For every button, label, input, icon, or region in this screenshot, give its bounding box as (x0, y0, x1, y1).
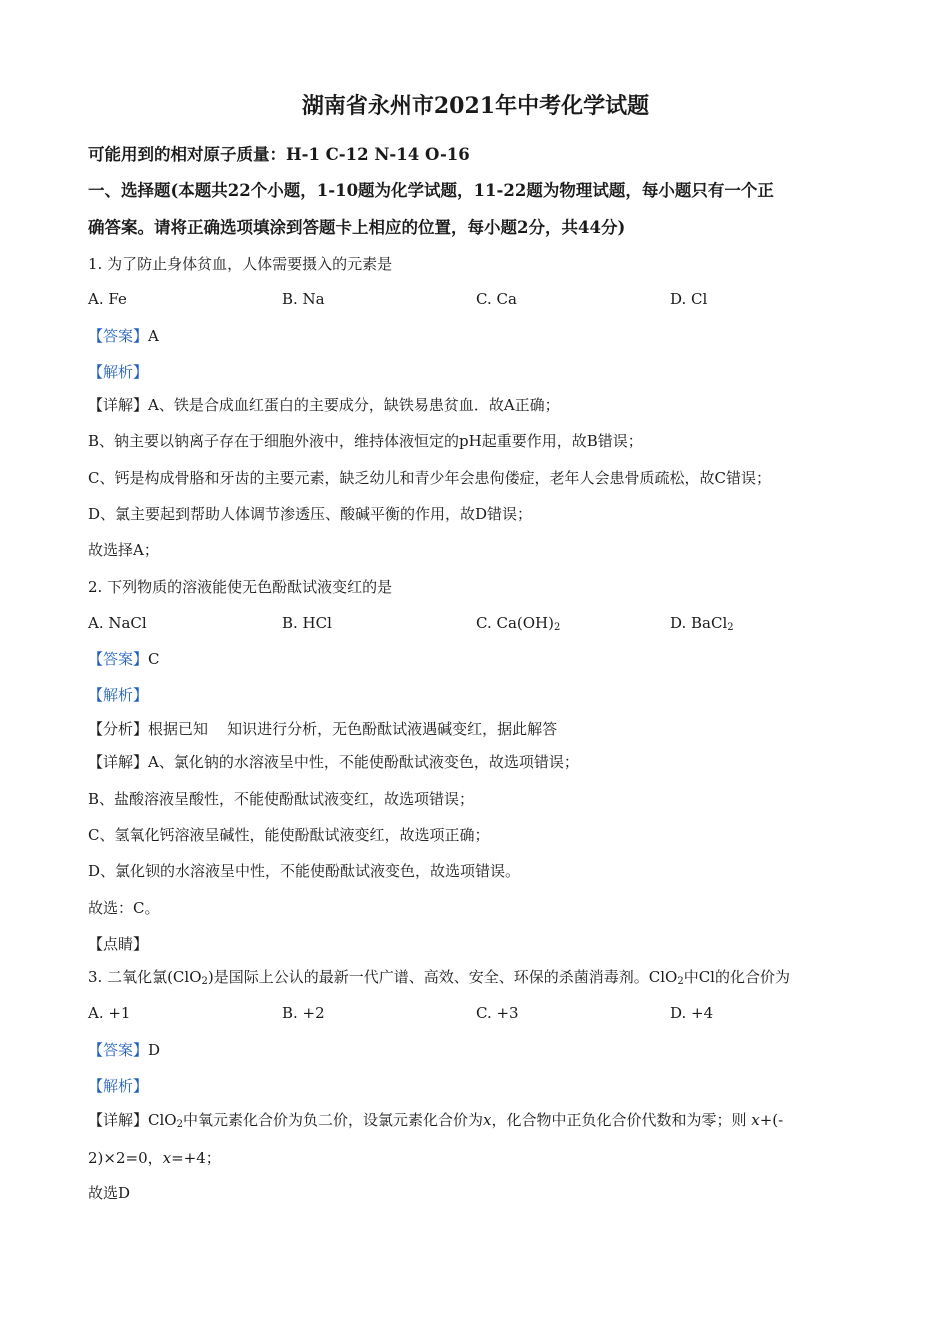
section-heading-line1: 一、选择题(本题共22个小题，1-10题为化学试题，11-22题为物理试题，每小题只有一个正 (88, 181, 774, 200)
q3-answer (88, 1040, 160, 1060)
fenxi-tag: 【分析】 (88, 720, 149, 738)
detail-tag: 【详解】 (88, 753, 149, 771)
q3-detail-line1 (88, 1110, 783, 1135)
q3-option-d: D. +4 (670, 1004, 714, 1022)
q2-option-b: B. HCl (282, 614, 332, 632)
q2-detail-c: C、氢氧化钙溶液呈碱性，能使酚酞试液变红，故选项正确； (88, 826, 490, 844)
q3-option-a: A. +1 (88, 1004, 131, 1022)
q3-options (88, 1003, 868, 1023)
analysis-tag: 【解析】 (88, 686, 149, 704)
q1-detail-a-text: A、铁是合成血红蛋白的主要成分，缺铁易患贫血．故A正确； (148, 396, 560, 414)
q2-conclusion: 故选：C。 (88, 899, 160, 917)
q1-option-c: C. Ca (476, 290, 517, 308)
q3-stem-p2: )是国际上公认的最新一代广谱、高效、安全、环保的杀菌消毒剂。ClO (207, 968, 678, 986)
q3-detail-line2-p2: =+4； (171, 1149, 221, 1167)
q2-detail-d: D、氯化钡的水溶液呈中性，不能使酚酞试液变色，故选项错误。 (88, 862, 521, 880)
q1-answer-value: A (148, 327, 159, 345)
q2-option-c-text: C. Ca(OH) (476, 614, 554, 632)
q1-detail-d: D、氯主要起到帮助人体调节渗透压、酸碱平衡的作用，故D错误； (88, 505, 533, 523)
q3-option-c: C. +3 (476, 1004, 519, 1022)
q1-answer (88, 326, 159, 346)
q1-options (88, 289, 868, 309)
analysis-tag: 【解析】 (88, 363, 149, 381)
q2-stem: 2. 下列物质的溶液能使无色酚酞试液变红的是 (88, 578, 393, 596)
q2-option-c-sub: 2 (553, 622, 561, 633)
q2-analysis-heading (88, 685, 148, 705)
q3-conclusion: 故选D (88, 1184, 131, 1202)
q1-analysis-heading (88, 362, 148, 382)
q2-option-c (476, 613, 560, 638)
page-title: 湖南省永州市2021年中考化学试题 (301, 93, 650, 119)
q3-var-x-2: x (751, 1111, 760, 1129)
q1-detail-b: B、钠主要以钠离子存在于细胞外液中，维持体液恒定的pH起重要作用，故B错误； (88, 432, 643, 450)
q3-var-x-3: x (162, 1149, 172, 1167)
section-heading-line2: 确答案。请将正确选项填涂到答题卡上相应的位置，每小题2分，共44分) (88, 218, 626, 237)
answer-tag: 【答案】 (88, 650, 149, 668)
q3-analysis-heading (88, 1076, 148, 1096)
q2-option-a: A. NaCl (88, 614, 147, 632)
q2-answer (88, 649, 160, 669)
atomic-masses: 可能用到的相对原子质量：H-1 C-12 N-14 O-16 (88, 145, 470, 164)
q3-detail-p2: 中氧元素化合价为负二价，设氯元素化合价为 (182, 1111, 483, 1129)
q3-detail-sub: 2 (176, 1119, 183, 1130)
q3-stem-sub1: 2 (201, 976, 208, 987)
analysis-tag: 【解析】 (88, 1077, 149, 1095)
q2-options (88, 613, 868, 633)
q2-option-d-text: D. BaCl (670, 614, 728, 632)
q3-option-b: B. +2 (282, 1004, 325, 1022)
q3-stem-sub2: 2 (677, 976, 684, 987)
q3-stem (88, 967, 790, 992)
q3-detail-p1: ClO (148, 1111, 177, 1129)
q3-detail-p4: +(- (759, 1111, 784, 1129)
q1-conclusion: 故选择A； (88, 541, 159, 559)
q3-stem-p1: 3. 二氧化氯(ClO (88, 968, 202, 986)
answer-tag: 【答案】 (88, 327, 149, 345)
q2-option-d (670, 613, 734, 638)
q1-detail-c: C、钙是构成骨胳和牙齿的主要元素，缺乏幼儿和青少年会患佝偻症，老年人会患骨质疏松，故C错误； (88, 469, 771, 487)
q1-option-a: A. Fe (88, 290, 127, 308)
detail-tag: 【详解】 (88, 1111, 149, 1129)
q2-fenxi (88, 719, 557, 739)
q3-var-x: x (482, 1111, 492, 1129)
q2-dianjing: 【点睛】 (88, 935, 149, 953)
q3-answer-value: D (148, 1041, 161, 1059)
q1-option-d: D. Cl (670, 290, 708, 308)
q1-stem: 1. 为了防止身体贫血，人体需要摄入的元素是 (88, 255, 393, 273)
q2-option-d-sub: 2 (727, 622, 734, 633)
q1-detail-a (88, 395, 560, 415)
q2-detail-b: B、盐酸溶液呈酸性，不能使酚酞试液变红，故选项错误； (88, 790, 475, 808)
q1-option-b: B. Na (282, 290, 325, 308)
q2-detail-a-text: A、氯化钠的水溶液呈中性，不能使酚酞试液变色，故选项错误； (148, 753, 579, 771)
q3-detail-line2-p1: 2)×2=0， (88, 1149, 163, 1167)
detail-tag: 【详解】 (88, 396, 149, 414)
q2-answer-value: C (148, 650, 160, 668)
q3-detail-line2 (88, 1148, 221, 1168)
answer-tag: 【答案】 (88, 1041, 149, 1059)
q3-stem-p3: 中Cl的化合价为 (683, 968, 790, 986)
q3-detail-p3: ，化合物中正负化合价代数和为零；则 (491, 1111, 747, 1129)
q2-detail-a (88, 752, 579, 772)
q2-fenxi-text: 根据已知 知识进行分析，无色酚酞试液遇碱变红，据此解答 (148, 720, 558, 738)
